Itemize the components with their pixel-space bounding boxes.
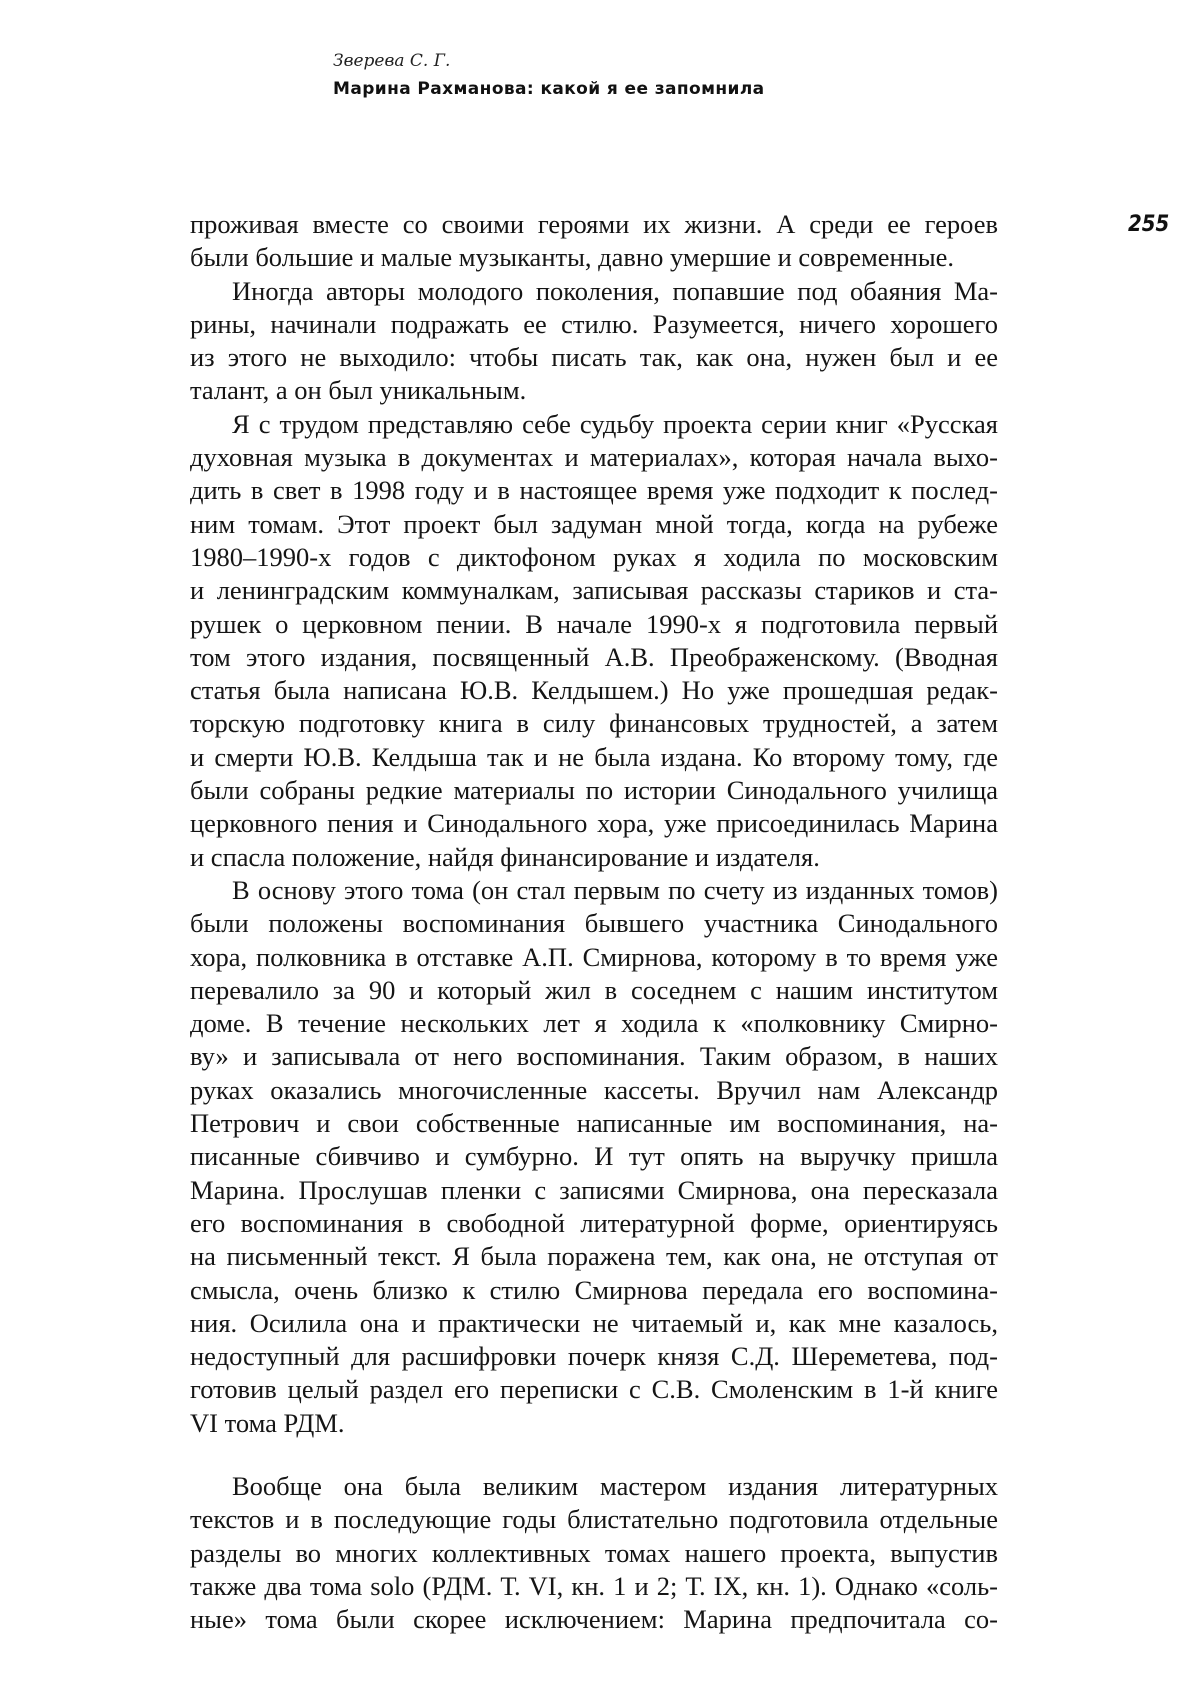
text-line: на письменный текст. Я была поражена тем, как она, не отступая от <box>190 1241 998 1272</box>
text-line: писанные сбивчиво и сумбурно. И тут опять на выручку пришла <box>190 1141 998 1172</box>
text-line: рушек о церковном пении. В начале 1990-х я подготовила первый <box>190 608 998 639</box>
text-line: его воспоминания в свободной литературной форме, ориентируясь <box>190 1207 998 1238</box>
text-line: смысла, очень близко к стилю Смирнова передала его воспомина- <box>190 1274 998 1305</box>
text-line: В основу этого тома (он стал первым по счету из изданных томов) <box>232 874 998 905</box>
text-line: том этого издания, посвященный А.В. Преображенскому. (Вводная <box>190 641 998 672</box>
text-line: и смерти Ю.В. Келдыша так и не была издана. Ко второму тому, где <box>190 741 998 772</box>
text-line: доме. В течение нескольких лет я ходила к «полковнику Смирно- <box>190 1008 998 1039</box>
text-line: перевалило за 90 и который жил в соседнем с нашим институтом <box>190 974 998 1005</box>
text-line: Петрович и свои собственные написанные им воспоминания, на- <box>190 1108 998 1139</box>
text-line: были большие и малые музыканты, давно умершие и современные. <box>190 242 955 273</box>
text-line: хора, полковника в отставке А.П. Смирнова, которому в то время уже <box>190 941 998 972</box>
text-line: рины, начинали подражать ее стилю. Разумеется, ничего хорошего <box>190 308 998 339</box>
text-line: 1980–1990-х годов с диктофоном руках я ходила по московским <box>190 541 998 572</box>
text-line: духовная музыка в документах и материалах», которая начала выхо- <box>190 442 998 473</box>
running-head <box>333 50 1133 101</box>
header-author: Зверева С. Г. <box>333 51 451 71</box>
text-line: Вообще она была великим мастером издания литературных <box>232 1470 998 1501</box>
text-line: недоступный для расшифровки почерк князя С.Д. Шереметева, под- <box>190 1341 998 1372</box>
text-line: талант, а он был уникальным. <box>190 375 527 406</box>
text-line: разделы во многих коллективных томах нашего проекта, выпустив <box>190 1537 998 1568</box>
text-line: и спасла положение, найдя финансирование и издателя. <box>190 841 820 872</box>
text-line: ним томам. Этот проект был задуман мной тогда, когда на рубеже <box>190 508 998 539</box>
text-line: Иногда авторы молодого поколения, попавшие под обаяния Ма- <box>232 275 998 306</box>
text-line: Марина. Прослушав пленки с записями Смирнова, она пересказала <box>190 1174 998 1205</box>
text-line: статья была написана Ю.В. Келдышем.) Но уже прошедшая редак- <box>190 675 998 706</box>
text-line: также два тома solo (РДМ. Т. VI, кн. 1 и 2; Т. IX, кн. 1). Однако «соль- <box>190 1570 998 1601</box>
text-line: ния. Осилила она и практически не читаемый и, как мне казалось, <box>190 1307 998 1338</box>
text-line: ные» тома были скорее исключением: Марина предпочитала со- <box>190 1604 998 1635</box>
body-text <box>190 208 998 1636</box>
text-line: проживая вместе со своими героями их жизни. А среди ее героев <box>190 209 998 239</box>
text-line: были собраны редкие материалы по истории Синодального училища <box>190 775 998 806</box>
text-line: ву» и записывала от него воспоминания. Таким образом, в наших <box>190 1041 998 1072</box>
text-line: текстов и в последующие годы блистательно подготовила отдельные <box>190 1504 998 1535</box>
page-number: 255 <box>1128 212 1170 237</box>
header-title: Марина Рахманова: какой я ее запомнила <box>333 79 765 99</box>
text-line: готовив целый раздел его переписки с С.В. Смоленским в 1-й книге <box>190 1374 998 1405</box>
text-line: из этого не выходило: чтобы писать так, как она, нужен был и ее <box>190 342 998 373</box>
text-line: дить в свет в 1998 году и в настоящее время уже подходит к послед- <box>190 475 998 506</box>
text-line: руках оказались многочисленные кассеты. Вручил нам Александр <box>190 1074 998 1105</box>
text-line: были положены воспоминания бывшего участника Синодального <box>190 908 998 939</box>
text-line: Я с трудом представляю себе судьбу проекта серии книг «Русская <box>232 408 998 439</box>
section-break <box>190 1440 998 1470</box>
text-line: торскую подготовку книга в силу финансовых трудностей, а затем <box>190 708 998 739</box>
text-line: VI тома РДМ. <box>190 1407 345 1438</box>
text-line: церковного пения и Синодального хора, уже присоединилась Марина <box>190 808 998 839</box>
text-line: и ленинградским коммуналкам, записывая рассказы стариков и ста- <box>190 575 998 606</box>
